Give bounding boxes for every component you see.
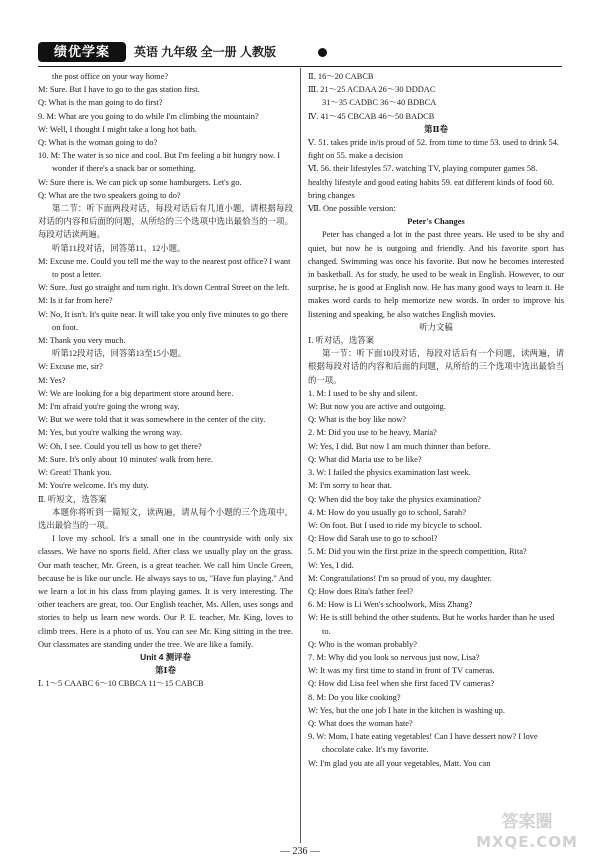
text-line: M: Sure. But I have to go to the gas station first.: [38, 85, 200, 95]
text-line: W: Yes, I did.: [308, 560, 354, 570]
text-line: 本题你将听到一篇短文，读两遍，请从每个小题的三个选项中，选出最恰当的一项。: [38, 507, 293, 530]
text-line: Ⅰ. 1～5 CAABC 6～10 CBBCA 11～15 CABCB: [38, 679, 204, 689]
page-number: — 236 —: [280, 846, 320, 857]
text-line: W: But we were told that it was somewhere in the center of the city.: [38, 415, 266, 425]
text-line: Q: When did the boy take the physics examination?: [308, 494, 481, 504]
text-line: Ⅳ. 41～45 CBCAB 46～50 BADCB: [308, 111, 435, 121]
text-line: 10. M: The water is so nice and cool. But I'm feeling a bit hungry now. I wonder if there's a snack bar or something.: [38, 151, 281, 174]
text-line: W: But now you are active and outgoing.: [308, 402, 446, 412]
text-line: Q: Who is the woman probably?: [308, 639, 417, 649]
text-line: W: He is still behind the other students. But he works harder than he used to.: [308, 613, 555, 636]
text-line: 第一节：听下面10段对话，每段对话后有一个问题，读两遍，请根据每段对话的内容和后面的问题，从所给的三个选项中选出最恰当的一项。: [308, 349, 564, 385]
text-line: Q: What is the boy like now?: [308, 415, 407, 425]
text-line: M: I'm sorry to hear that.: [308, 481, 392, 491]
watermark-line-1: 答案圈: [501, 812, 553, 832]
text-line: M: Yes?: [38, 375, 66, 385]
text-line: W: Oh, I see. Could you tell us how to get there?: [38, 441, 202, 451]
column-divider: [300, 68, 301, 843]
text-line: 第Ⅰ卷: [155, 666, 176, 676]
text-line: 听力文稿: [419, 322, 453, 332]
text-line: Q: How did Lisa feel when she first faced TV cameras?: [308, 679, 495, 689]
text-line: Peter's Changes: [407, 217, 465, 227]
text-line: Q: What did Maria use to be like?: [308, 454, 422, 464]
text-line: Ⅰ. 听对话，选答案: [308, 336, 375, 346]
text-line: Q: How does Rita's father feel?: [308, 586, 413, 596]
text-line: W: Excuse me, sir?: [38, 362, 103, 372]
text-line: 9. M: What are you going to do while I'm climbing the mountain?: [38, 111, 259, 121]
text-line: Ⅶ. One possible version:: [308, 204, 396, 214]
text-line: 5. M: Did you win the first prize in the speech competition, Rita?: [308, 547, 527, 557]
text-line: Ⅲ. 21～25 ACDAA 26～30 DDDAC: [308, 85, 436, 95]
text-line: 1. M: I used to be shy and silent.: [308, 388, 418, 398]
brand-logo: 绩优学案: [38, 42, 126, 62]
text-line: Ⅱ. 16～20 CABCB: [308, 72, 374, 81]
text-line: 7. M: Why did you look so nervous just now, Lisa?: [308, 652, 480, 662]
text-line: 31～35 CADBC 36～40 BDBCA: [322, 98, 437, 108]
text-line: W: I'm glad you ate all your vegetables, Matt. You can: [308, 758, 491, 768]
header-rule: [38, 66, 562, 67]
text-line: Unit 4 测评卷: [140, 651, 191, 662]
text-line: Ⅴ. 51. takes pride in/is proud of 52. from time to time 53. used to drink 54. fight on 55. make a decision: [308, 138, 559, 161]
text-line: M: Congratulations! I'm so proud of you, my daughter.: [308, 573, 492, 583]
text-line: Ⅵ. 56. their lifestyles 57. watching TV, playing computer games 58. healthy lifestyle and good eating habits 59. eat different kinds of food 60. bring changes: [308, 164, 554, 200]
text-line: W: It was my first time to stand in front of TV cameras.: [308, 666, 495, 676]
text-line: M: I'm afraid you're going the wrong way.: [38, 402, 180, 412]
text-line: Q: What are the two speakers going to do?: [38, 190, 181, 200]
text-line: Q: What does the woman hate?: [308, 718, 413, 728]
watermark-logo: [462, 812, 592, 856]
header-subtitle: 英语 九年级 全一册 人教版: [134, 45, 277, 59]
left-column: [38, 70, 293, 691]
text-line: 2. M: Did you use to be heavy, Maria?: [308, 428, 437, 438]
text-line: Q: How did Sarah use to go to school?: [308, 534, 438, 544]
text-line: W: We are looking for a big department store around here.: [38, 388, 234, 398]
text-line: 8. M: Do you like cooking?: [308, 692, 401, 702]
text-line: Q: What is the woman going to do?: [38, 138, 158, 148]
text-line: 9. W: Mom, I hate eating vegetables! Can I have dessert now? I love chocolate cake. It's my favorite.: [308, 732, 538, 755]
text-line: W: Sure. Just go straight and turn right. It's down Central Street on the left.: [38, 283, 290, 293]
text-line: M: Sure. It's only about 10 minutes' walk from here.: [38, 454, 213, 464]
watermark-line-2: MXQE.COM: [476, 833, 578, 851]
text-line: 第二节：听下面两段对话，每段对话后有几道小题，请根据每段对话的内容和后面的问题，从所给的三个选项中选出最恰当的一项。每段对话读两遍。: [38, 204, 293, 240]
text-line: the post office on your way home?: [52, 72, 169, 81]
text-line: 听第12段对话，回答第13至15小题。: [52, 349, 186, 359]
text-line: W: Well, I thought I might take a long hot bath.: [38, 124, 197, 134]
text-line: W: Great! Thank you.: [38, 468, 112, 478]
text-line: W: Yes, I did. But now I am much thinner than before.: [308, 441, 491, 451]
text-line: 3. W: I failed the physics examination last week.: [308, 468, 471, 478]
text-line: M: You're welcome. It's my duty.: [38, 481, 149, 491]
text-line: W: Sure there is. We can pick up some hamburgers. Let's go.: [38, 177, 242, 187]
header-dot-icon: [318, 48, 327, 57]
text-line: W: No, It isn't. It's quite near. It will take you only five minutes to go there on foot.: [38, 309, 288, 332]
text-line: M: Excuse me. Could you tell me the way to the nearest post office? I want to post a letter.: [38, 256, 291, 280]
text-line: Peter has changed a lot in the past three years. He used to be shy and quiet, but now he is outgoing and friendly. And his favorite sport has changed. Swimming was once his favorite. But now he becomes interested in basketball. As for study, he used to be weak in English. However, to our surprise, he is good at English now. He has many good ways to learn it. He makes word cards to help memorize new words. In order to improve his listening and speaking, he also watches English movies.: [308, 230, 564, 319]
text-line: Q: What is the man going to do first?: [38, 98, 163, 108]
text-line: M: Is it far from here?: [38, 296, 113, 306]
text-line: I love my school. It's a small one in the countryside with only six classes. We have no sports field. After class we usually play on the grass. Our math teacher, Mr. Green, is a great teacher. We call him Uncle Green, because he is like our uncle. He always says to us, "Have fun playing." And we learn a lot in his class from playing games. It is very interesting. The other teachers are great, too. Our English teacher, Ms. Allen, uses songs and stories to help us learn new words. Our P. E. teacher, Mr. King, loves to climb trees. Here is a photo of us. You can see Mr. King sitting in the tree. Our classmates are standing under the tree. We are like a family.: [38, 534, 293, 649]
text-line: 第Ⅱ卷: [424, 124, 448, 134]
text-line: Ⅱ. 听短文，选答案: [38, 494, 107, 504]
text-line: 4. M: How do you usually go to school, Sarah?: [308, 507, 466, 517]
text-line: W: On foot. But I used to ride my bicycle to school.: [308, 520, 482, 530]
page-header: [38, 40, 578, 64]
text-line: M: Yes, but you're walking the wrong way.: [38, 428, 182, 438]
text-line: 听第11段对话，回答第11、12小题。: [52, 243, 186, 253]
text-line: 6. M: How is Li Wen's schoolwork, Miss Zhang?: [308, 600, 473, 610]
right-column: [308, 70, 564, 770]
text-line: W: Yes, but the one job I hate in the kitchen is washing up.: [308, 705, 505, 715]
text-line: M: Thank you very much.: [38, 336, 126, 346]
